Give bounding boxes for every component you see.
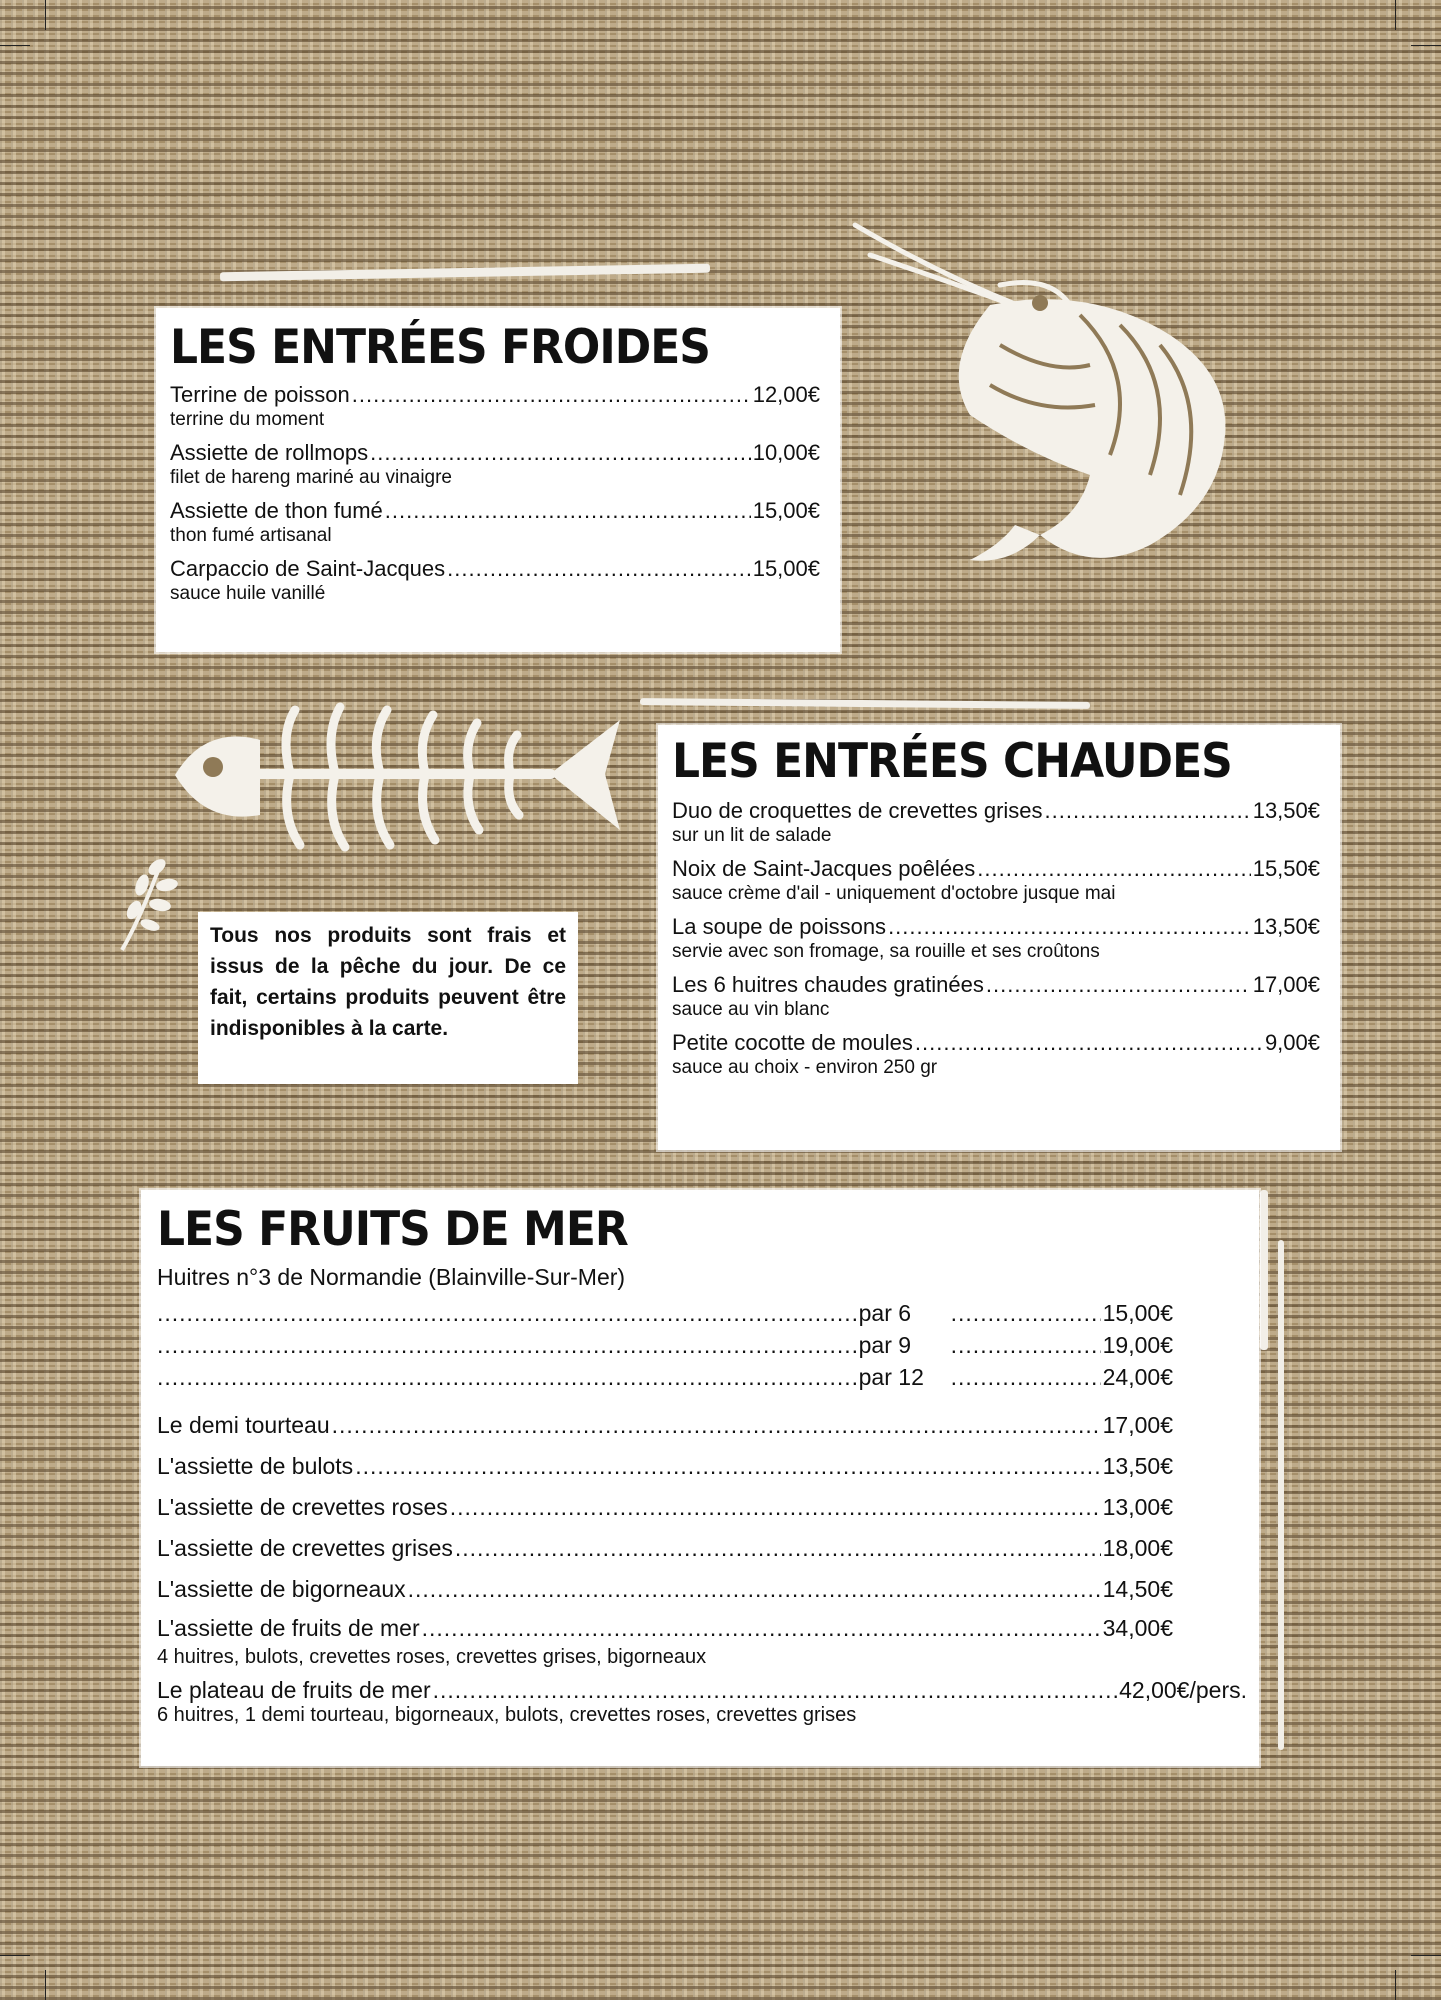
menu-item-description: terrine du moment (170, 409, 325, 430)
menu-item-price: 12,00€ (752, 382, 820, 407)
menu-item-description: filet de hareng mariné au vinaigre (170, 467, 453, 488)
leader-dots (385, 498, 751, 524)
crop-mark (1411, 45, 1441, 46)
menu-item (157, 1446, 1173, 1487)
menu-item (157, 1528, 1173, 1569)
menu-item-description: thon fumé artisanal (170, 525, 332, 546)
leader-dots (157, 1297, 859, 1329)
seafood-panel (141, 1190, 1259, 1766)
oyster-price-row (157, 1361, 1173, 1393)
menu-item-name: L'assiette de fruits de mer (157, 1615, 420, 1641)
seafood-title: LES FRUITS DE MER (157, 1201, 628, 1257)
menu-item-price: 17,00€ (1252, 972, 1320, 997)
menu-item (157, 1610, 1173, 1669)
oyster-quantity: par 9 (858, 1332, 912, 1358)
brush-stroke (220, 264, 710, 282)
menu-item-name: L'assiette de bigorneaux (157, 1576, 406, 1602)
leader-dots (977, 856, 1250, 882)
menu-item-price: 10,00€ (752, 440, 820, 465)
cold-starters-panel (156, 308, 840, 652)
menu-item (157, 1405, 1173, 1446)
shrimp-illustration (850, 215, 1270, 595)
menu-item-name: Noix de Saint-Jacques poêlées (672, 856, 976, 881)
menu-item-price: 18,00€ (1102, 1535, 1173, 1561)
menu-item (672, 972, 1320, 1021)
menu-item (672, 798, 1320, 847)
menu-item (157, 1677, 1247, 1727)
leader-dots (352, 382, 751, 408)
menu-item-name: Assiette de thon fumé (170, 498, 383, 523)
brush-stroke (1260, 1190, 1268, 1350)
leader-dots (951, 1329, 1101, 1361)
menu-item (157, 1487, 1173, 1528)
menu-item (170, 556, 820, 605)
leader-dots (450, 1487, 1101, 1528)
oyster-price-row (157, 1329, 1173, 1361)
brush-stroke (640, 698, 1090, 709)
menu-item-price: 13,00€ (1102, 1494, 1173, 1520)
menu-item-price: 14,50€ (1102, 1576, 1173, 1602)
menu-item-description: sauce au choix - environ 250 gr (672, 1057, 938, 1078)
menu-item-price: 42,00€/pers. (1119, 1677, 1247, 1703)
menu-item-description: servie avec son fromage, sa rouille et ses croûtons (672, 941, 1100, 962)
leader-dots (157, 1329, 859, 1361)
freshness-note-text: Tous nos produits sont frais et issus de la pêche du jour. De ce fait, certains produits peuvent être indisponibles à la carte. (210, 924, 566, 1040)
menu-item-name: Petite cocotte de moules (672, 1030, 913, 1055)
leader-dots (157, 1361, 859, 1393)
menu-item (157, 1569, 1173, 1610)
menu-item-name: Les 6 huitres chaudes gratinées (672, 972, 984, 997)
leader-dots (433, 1677, 1118, 1704)
menu-item-name: La soupe de poissons (672, 914, 887, 939)
herb-sprig-illustration (112, 845, 192, 955)
menu-item-name: Terrine de poisson (170, 382, 350, 407)
brush-stroke (1278, 1240, 1284, 1750)
menu-item-name: L'assiette de bulots (157, 1453, 354, 1479)
oyster-price-row (157, 1297, 1173, 1329)
leader-dots (986, 972, 1251, 998)
menu-item-price: 15,00€ (752, 556, 820, 581)
menu-item-description: sur un lit de salade (672, 825, 832, 846)
menu-item (170, 440, 820, 489)
oyster-price: 19,00€ (1102, 1332, 1173, 1358)
leader-dots (370, 440, 751, 466)
crop-mark (1395, 1970, 1396, 2000)
menu-item-name: Carpaccio de Saint-Jacques (170, 556, 446, 581)
crop-mark (0, 1955, 30, 1956)
menu-item-price: 34,00€ (1102, 1615, 1173, 1641)
crop-mark (1395, 0, 1396, 30)
menu-item-name: Duo de croquettes de crevettes grises (672, 798, 1043, 823)
oyster-price: 15,00€ (1102, 1300, 1173, 1326)
fish-bone-illustration (165, 695, 625, 865)
menu-item-description: sauce huile vanillé (170, 583, 326, 604)
menu-item-price: 9,00€ (1264, 1030, 1320, 1055)
menu-item (170, 382, 820, 431)
menu-item (170, 498, 820, 547)
menu-item-name: Assiette de rollmops (170, 440, 369, 465)
menu-item-name: Le plateau de fruits de mer (157, 1677, 431, 1703)
oyster-price: 24,00€ (1102, 1364, 1173, 1390)
leader-dots (422, 1610, 1101, 1646)
menu-item-price: 13,50€ (1252, 914, 1320, 939)
menu-item-name: L'assiette de crevettes roses (157, 1494, 448, 1520)
menu-item-price: 13,50€ (1252, 798, 1320, 823)
menu-item-description: 6 huitres, 1 demi tourteau, bigorneaux, bulots, crevettes roses, crevettes grises (157, 1704, 857, 1726)
oyster-quantity: par 6 (858, 1300, 912, 1326)
menu-item-price: 13,50€ (1102, 1453, 1173, 1479)
crop-mark (0, 45, 30, 46)
menu-item-name: L'assiette de crevettes grises (157, 1535, 453, 1561)
leader-dots (447, 556, 751, 582)
hot-starters-panel (658, 725, 1340, 1150)
hot-starters-title: LES ENTRÉES CHAUDES (672, 733, 1232, 789)
menu-item-price: 15,00€ (752, 498, 820, 523)
leader-dots (951, 1297, 1101, 1329)
menu-item (672, 856, 1320, 905)
leader-dots (332, 1405, 1101, 1446)
menu-item (672, 914, 1320, 963)
leader-dots (1045, 798, 1251, 824)
crop-mark (45, 1970, 46, 2000)
crop-mark (1411, 1955, 1441, 1956)
oyster-quantity: par 12 (858, 1364, 924, 1390)
crop-mark (45, 0, 46, 30)
menu-item-description: 4 huitres, bulots, crevettes roses, crevettes grises, bigorneaux (157, 1646, 707, 1668)
leader-dots (408, 1569, 1101, 1610)
leader-dots (915, 1030, 1263, 1056)
leader-dots (888, 914, 1251, 940)
menu-item-description: sauce au vin blanc (672, 999, 830, 1020)
freshness-note (198, 912, 578, 1084)
menu-item-description: sauce crème d'ail - uniquement d'octobre jusque mai (672, 883, 1116, 904)
menu-item (672, 1030, 1320, 1079)
leader-dots (355, 1446, 1100, 1487)
menu-item-price: 15,50€ (1252, 856, 1320, 881)
menu-item-name: Le demi tourteau (157, 1412, 330, 1438)
cold-starters-title: LES ENTRÉES FROIDES (170, 319, 710, 375)
menu-item-price: 17,00€ (1102, 1412, 1173, 1438)
leader-dots (951, 1361, 1101, 1393)
leader-dots (455, 1528, 1101, 1569)
oysters-heading: Huitres n°3 de Normandie (Blainville-Sur-Mer) (157, 1264, 626, 1290)
